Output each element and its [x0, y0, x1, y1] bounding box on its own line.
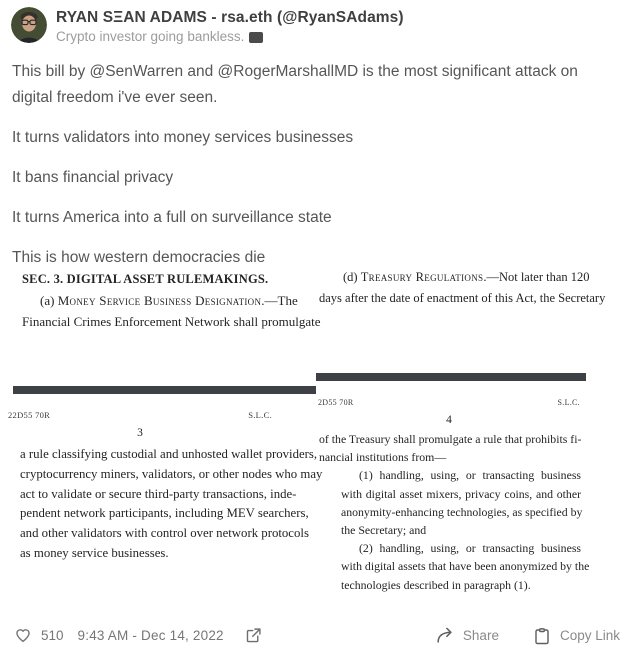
slc-label: S.L.C. — [557, 398, 580, 407]
like-count: 510 — [41, 627, 64, 643]
display-name[interactable]: RYAN SΞAN ADAMS - rsa.eth (@RyanSAdams) — [56, 9, 404, 26]
bill-line: (d) Treasury Regulations.—Not later than 120 — [343, 270, 590, 284]
tweet-text-paragraph: It bans financial privacy — [12, 169, 174, 186]
copy-link-button[interactable] — [533, 627, 620, 645]
tweet-text-paragraph: It turns validators into money services businesses — [12, 129, 354, 146]
share-button[interactable] — [435, 626, 499, 645]
bill-line: of the Treasury shall promulgate a rule that prohibits fi- — [319, 432, 582, 446]
timestamp[interactable]: 9:43 AM - Dec 14, 2022 — [77, 627, 224, 643]
page-top-bar — [316, 373, 586, 381]
bill-line: Financial Crimes Enforcement Network shall promulgate — [22, 314, 321, 329]
bill-line: a rule classifying custodial and unhosted wallet providers, — [20, 447, 318, 461]
slc-label: S.L.C. — [248, 410, 272, 420]
tweet-text-paragraph: This bill by @SenWarren and @RogerMarshallMD is the most significant attack on digital freedom i've ever seen. — [12, 63, 578, 106]
bio-text: Crypto investor going bankless. — [56, 29, 245, 44]
draft-number: 22D55 70R — [8, 410, 51, 420]
black-flag-icon — [249, 32, 263, 43]
tweet-media[interactable] — [0, 264, 633, 610]
bill-line: anonymity-enhancing technologies, as specified by — [341, 504, 583, 519]
tweet-text-paragraph: This is how western democracies die — [12, 249, 266, 266]
page-top-bar — [13, 386, 316, 394]
share-icon — [435, 626, 454, 645]
bill-line: act to validate or secure third-party transactions, inde- — [20, 486, 297, 501]
bill-line: (a) Money Service Business Designation.—The — [40, 293, 298, 308]
bill-line: with digital assets that have been anonymized by the — [341, 559, 590, 574]
bill-line: with digital asset mixers, privacy coins, and other — [341, 486, 581, 501]
attachment-page-3[interactable] — [0, 264, 323, 610]
avatar[interactable] — [11, 7, 47, 43]
share-label: Share — [462, 628, 499, 643]
tweet-text — [12, 59, 604, 285]
tweet-text-paragraph: It turns America into a full on surveillance state — [12, 209, 332, 226]
like-button[interactable] — [14, 626, 64, 644]
external-link-icon — [245, 627, 262, 644]
bill-line: (2) handling, using, or transacting business — [359, 541, 581, 556]
copy-link-label: Copy Link — [559, 628, 620, 643]
heart-icon — [14, 626, 32, 644]
page-number: 4 — [446, 414, 452, 426]
bill-line: days after the date of enactment of this Act, the Secretary — [319, 291, 606, 305]
bill-line: the Secretary; and — [341, 522, 427, 537]
bio — [56, 29, 263, 44]
page-meta-row — [8, 410, 272, 420]
bill-body — [319, 430, 590, 594]
clipboard-icon — [533, 627, 551, 645]
avatar-photo — [11, 7, 47, 43]
tweet-footer — [0, 618, 633, 656]
bill-section-heading: SEC. 3. DIGITAL ASSET RULEMAKINGS. — [22, 272, 269, 286]
bill-line: (1) handling, using, or transacting business — [359, 468, 581, 483]
bill-line: cryptocurrency miners, validators, or other nodes who may — [20, 466, 323, 481]
page-meta-row — [318, 398, 580, 407]
bill-line: technologies described in paragraph (1). — [341, 577, 531, 592]
bill-line: as money service businesses. — [20, 545, 169, 560]
bill-line: and other validators with control over network protocols — [20, 526, 309, 541]
bill-body — [20, 445, 323, 564]
attachment-page-4[interactable] — [316, 264, 633, 610]
bill-line: pendent network participants, including MEV searchers, — [20, 506, 309, 521]
bill-line: nancial institutions from— — [319, 450, 447, 465]
page-number: 3 — [137, 427, 143, 439]
draft-number: 2D55 70R — [318, 398, 354, 407]
external-link-button[interactable] — [245, 627, 262, 644]
